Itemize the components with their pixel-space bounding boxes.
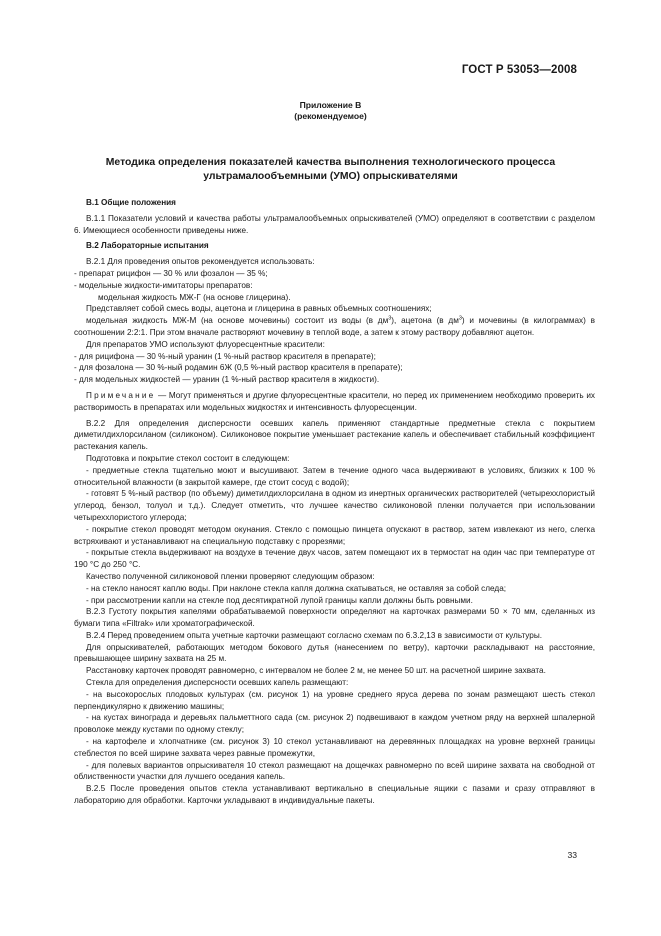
list-item: - на высокорослых плодовых культурах (см. рисунок 1) на уровне среднего яруса дерева по зонам размещают шесть стекол перпендикулярно к движению машины; — [74, 689, 595, 711]
paragraph: модельная жидкость МЖ-М (на основе мочевины) состоит из воды (в $дм^3$), ацетона (в $дм^3$) и мочевины (в килограммах) в соотношении 2:2:1. При этом вначале растворяют мочевину в теплой воде, а затем к этому раствору добавляют ацетон. — [74, 315, 595, 337]
section-heading-b2: В.2 Лабораторные испытания — [86, 241, 209, 251]
list-item: - для фозалона — 30 %-ный родамин 6Ж (0,5 %-ный раствор красителя в препарате); — [74, 363, 403, 373]
document-title: Методика определения показателей качества выполнения технологического процесса ультрамалообъемными (УМО) опрыскивателями — [105, 157, 556, 182]
list-item: - на кустах винограда и деревьях пальметтного сада (см. рисунок 2) подвешивают в каждом учетном ряду на верхней шпалерной проволоке между кустами по одному стеклу; — [74, 713, 595, 735]
paragraph: Представляет собой смесь воды, ацетона и глицерина в равных объемных соотношениях; — [86, 304, 432, 314]
paragraph: Расстановку карточек проводят равномерно, с интервалом не более 2 м, не менее 50 шт. на расчетной ширине захвата. — [86, 666, 546, 676]
body-text — [74, 197, 595, 807]
paragraph: В.2.4 Перед проведением опыта учетные карточки размещают согласно схемам по 6.3.2,13 в зависимости от культуры. — [86, 630, 543, 640]
paragraph: В.2.3 Густоту покрытия капелями обрабатываемой поверхности определяют на карточках размерами 50 × 70 мм, сделанных из бумаги типа «Filtrak» или хроматографической. — [74, 607, 595, 629]
list-item: - для рицифона — 30 %-ный уранин (1 %-ный раствор красителя в препарате); — [74, 351, 376, 361]
note-label: Примечание — [86, 390, 156, 400]
list-item: модельная жидкость МЖ-Г (на основе глицерина). — [98, 292, 291, 302]
list-item: - для модельных жидкостей — уранин (1 %-ный раствор красителя в жидкости). — [74, 375, 380, 385]
appendix-title: Приложение В — [299, 100, 362, 110]
paragraph: В.2.2 Для определения дисперсности осевших капель применяют стандартные предметные стекла с покрытием диметилдихлорсиланом (силиконом). Силиконовое покрытие уменьшает растекание капель и обеспечивает стабильный коэффициент растекания капель. — [74, 418, 595, 452]
list-item: - на картофеле и хлопчатнике (см. рисунок 3) 10 стекол устанавливают на деревянных площадках на уровне верхней границы стеблестоя по всей ширине захвата через равные промежутки, — [74, 737, 595, 758]
list-item: - покрытые стекла выдерживают на воздухе в течение двух часов, затем помещают их в термостат на один час при температуре от 190 °С до 250 °С. — [74, 548, 595, 570]
list-item: - на стекло наносят каплю воды. При наклоне стекла капля должна скатываться, не оставляя за собой следа; — [86, 583, 507, 593]
list-item: - препарат рицифон — 30 % или фозалон — 35 %; — [74, 268, 268, 278]
paragraph: В.1.1 Показатели условий и качества работы ультрамалообъемных опрыскивателей (УМО) определяют в соответствии с разделом 6. Имеющиеся особенности приведены ниже. — [74, 213, 595, 235]
paragraph: Для опрыскивателей, работающих методом бокового дутья (нанесением по ветру), карточки раскладывают на расстояние, превышающее ширину захвата на 25 м. — [74, 642, 595, 664]
paragraph: Подготовка и покрытие стекол состоит в следующем: — [86, 453, 290, 463]
section-heading-b1: В.1 Общие положения — [86, 198, 176, 207]
appendix-status: (рекомендуемое) — [294, 111, 367, 121]
list-item: - покрытие стекол проводят методом окунания. Стекло с помощью пинцета опускают в раствор, затем извлекают из него, слегка встряхивают и устанавливают на специальную подставку с прорезями; — [74, 524, 595, 546]
paragraph: В.2.1 Для проведения опытов рекомендуется использовать: — [86, 257, 315, 267]
paragraph: Для препаратов УМО используют флуоресцентные красители: — [86, 339, 325, 349]
list-item: - готовят 5 %-ный раствор (по объему) диметилдихлорсилана в одном из инертных органических растворителей (четыреххлористый углерод, бензол, толуол и т.д.). Следует отметить, что лучшее качество силиконовой пленки получается при использовании четыреххлористого углерода; — [74, 489, 595, 522]
paragraph: Стекла для определения дисперсности осевших капель размещают: — [86, 678, 349, 688]
list-item: - модельные жидкости-имитаторы препаратов: — [74, 280, 253, 290]
page-number: 33 — [567, 850, 577, 860]
standard-number: ГОСТ Р 53053—2008 — [461, 64, 577, 76]
paragraph: В.2.5 После проведения опытов стекла устанавливают вертикально в специальные ящики с пазами и сразу отправляют в лабораторию для обработки. Карточки укладывают в индивидуальные пакеты. — [74, 784, 595, 806]
note: Примечание — Могут применяться и другие флуоресцентные красители, но перед их применением необходимо проверить их растворимость в препаратах или модельных жидкостях и интенсивность флуоресценции. — [74, 390, 595, 412]
list-item: - предметные стекла тщательно моют и высушивают. Затем в течение одного часа выдерживают в условиях, близких к 100 % относительной влажности (в закрытой камере, где стоит сосуд с водой); — [74, 465, 595, 487]
list-item: - при рассмотрении капли на стекле под десятикратной лупой границы капли должны быть ровными. — [86, 595, 473, 605]
list-item: - для полевых вариантов опрыскивателя 10 стекол размещают на дощечках равномерно по всей ширине захвата на свободной от облиственности участки для лучшего оседания капель. — [74, 760, 595, 782]
paragraph: Качество полученной силиконовой пленки проверяют следующим образом: — [86, 571, 375, 581]
